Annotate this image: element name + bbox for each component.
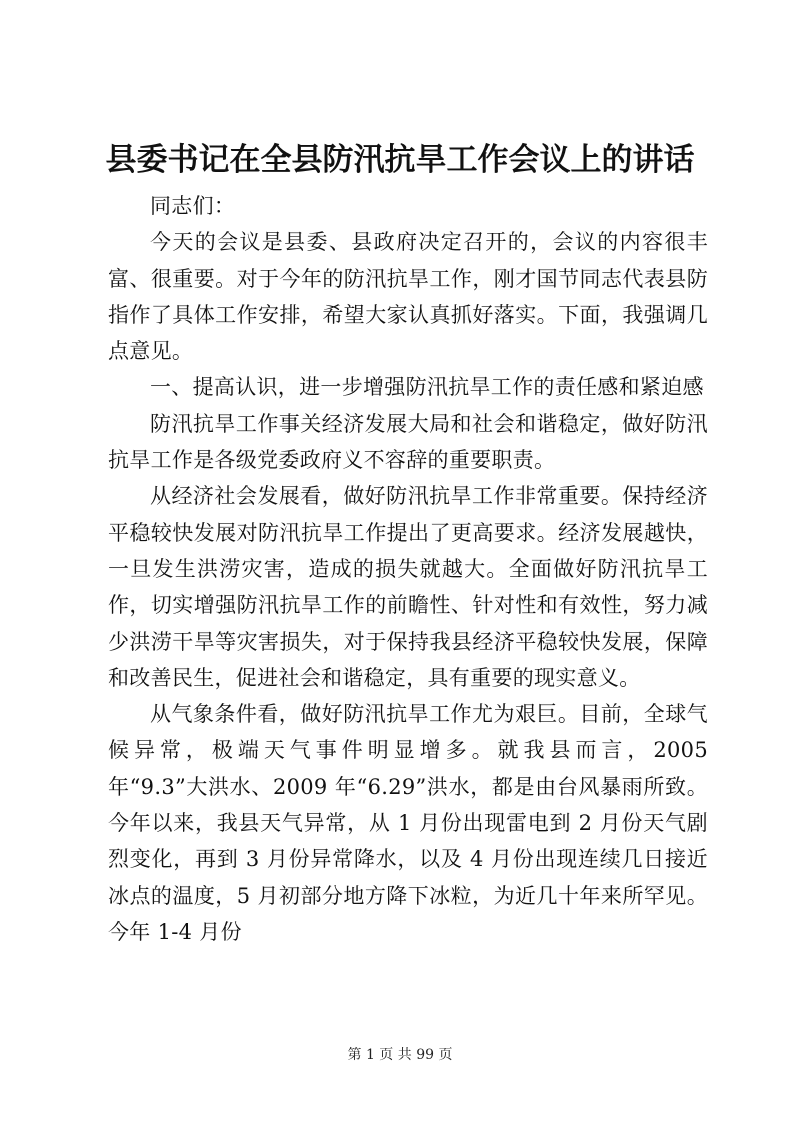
body-paragraph: 防汛抗旱工作事关经济发展大局和社会和谐稳定，做好防汛抗旱工作是各级党委政府义不容辞的重要职责。 bbox=[108, 411, 708, 473]
page-number-footer: 第 1 页 共 99 页 bbox=[347, 1047, 453, 1063]
body-paragraph: 从经济社会发展看，做好防汛抗旱工作非常重要。保持经济平稳较快发展对防汛抗旱工作提出了更高要求。经济发展越快，一旦发生洪涝灾害，造成的损失就越大。全面做好防汛抗旱工作，切实增强防汛抗旱工作的前瞻性、针对性和有效性，努力减少洪涝干旱等灾害损失，对于保持我县经济平稳较快发展，保障和改善民生，促进社会和谐稳定，具有重要的现实意义。 bbox=[108, 484, 708, 690]
intro-paragraph: 今天的会议是县委、县政府决定召开的，会议的内容很丰富、很重要。对于今年的防汛抗旱工作，刚才国节同志代表县防指作了具体工作安排，希望大家认真抓好落实。下面，我强调几点意见。 bbox=[108, 230, 708, 364]
document-title: 县委书记在全县防汛抗旱工作会议上的讲话 bbox=[105, 142, 695, 178]
document-body bbox=[108, 188, 708, 950]
salutation-paragraph: 同志们： bbox=[150, 194, 236, 218]
section-heading: 一、提高认识，进一步增强防汛抗旱工作的责任感和紧迫感 bbox=[150, 375, 704, 400]
body-paragraph: 从气象条件看，做好防汛抗旱工作尤为艰巨。目前，全球气候异常，极端天气事件明显增多。就我县而言，2005 年“9.3”大洪水、2009 年“6.29”洪水，都是由台风暴雨所致。今年以来，我县天气异常，从 1 月份出现雷电到 2 月份天气剧烈变化，再到 3 月份异常降水，以及 4 月份出现连续几日接近冰点的温度，5 月初部分地方降下冰粒，为近几十年来所罕见。今年 1-4 月份 bbox=[108, 702, 708, 944]
